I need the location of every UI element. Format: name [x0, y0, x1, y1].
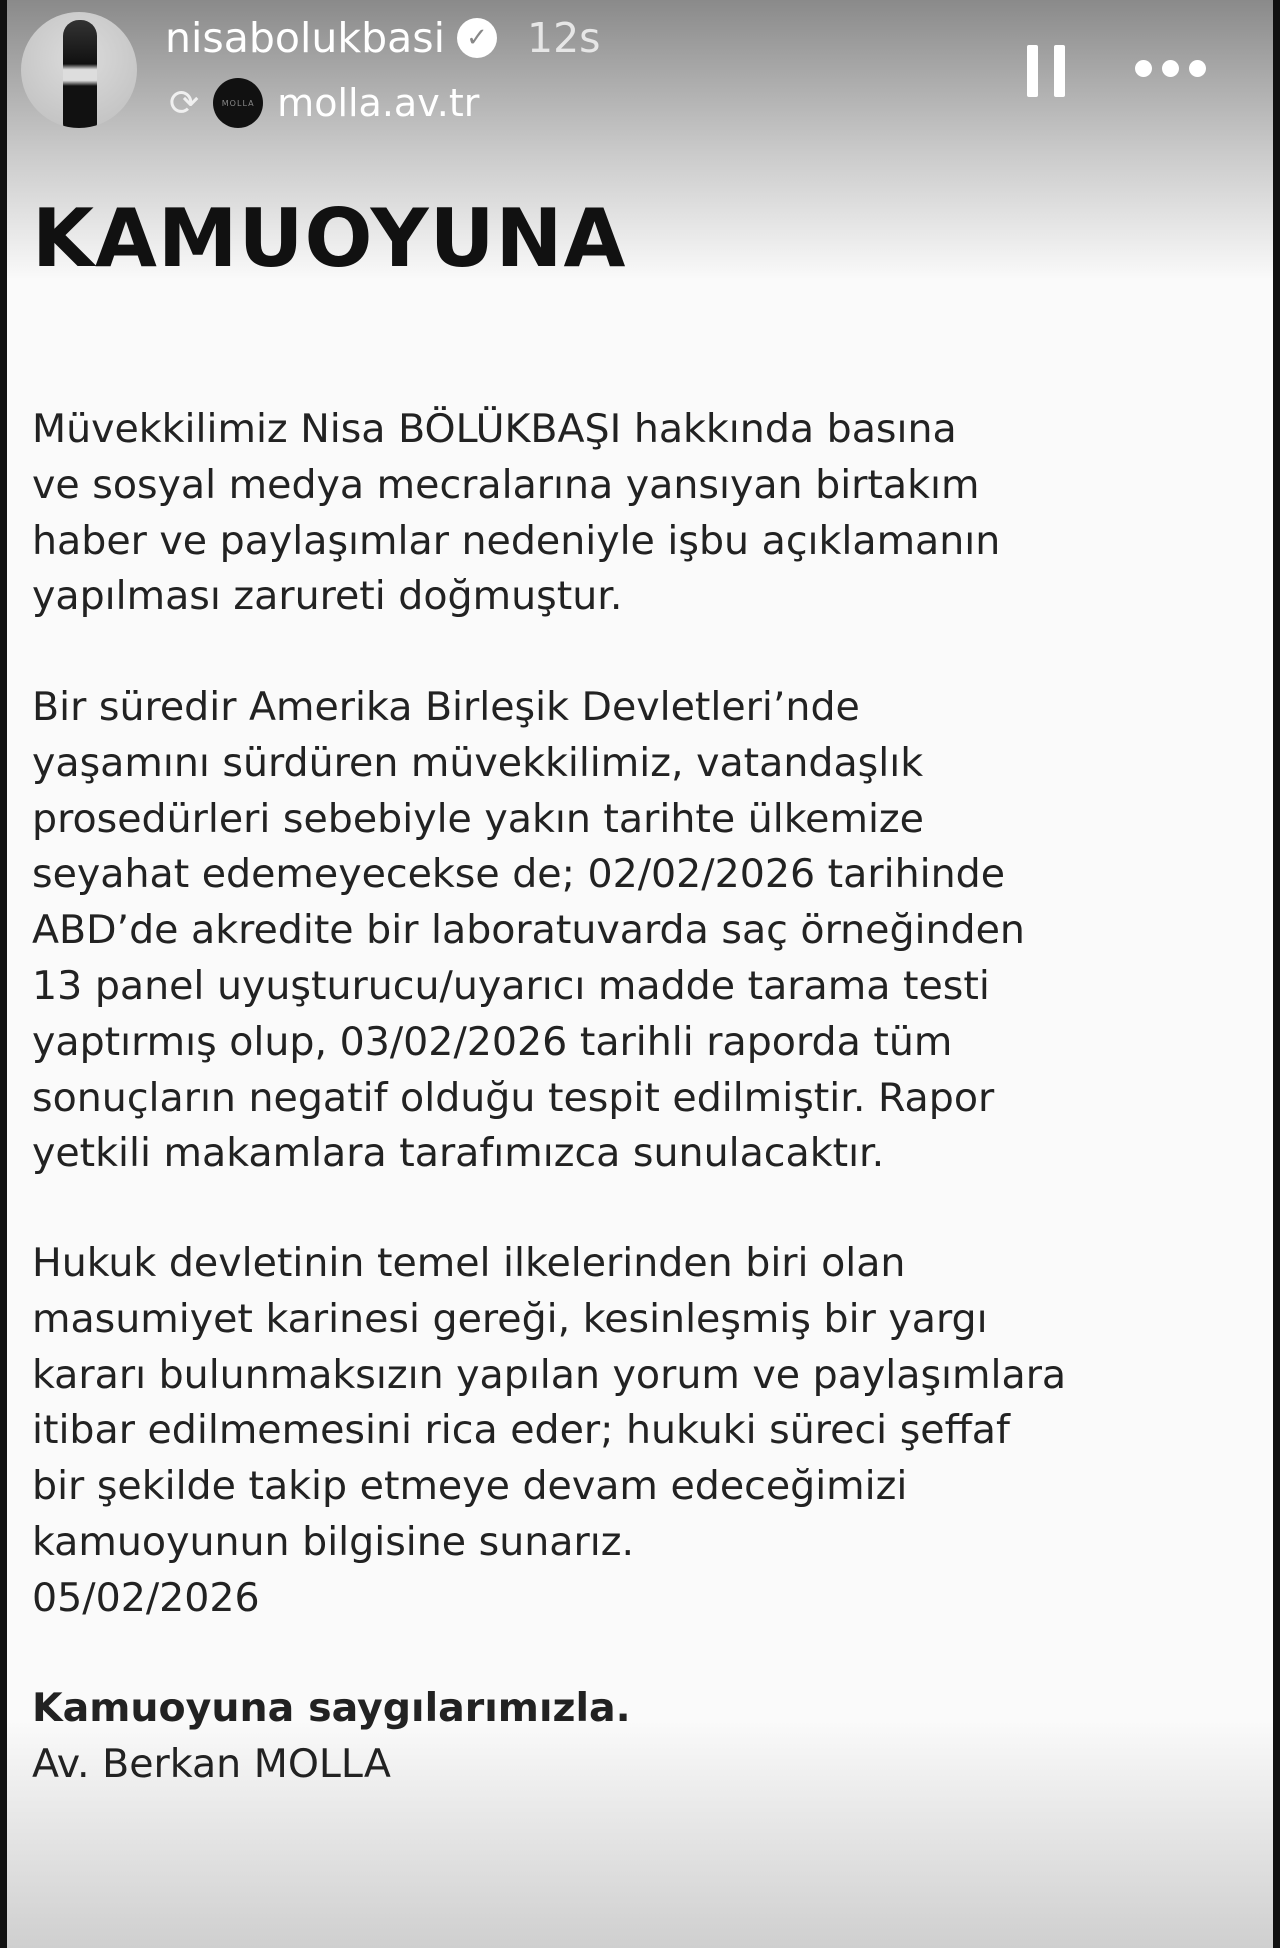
text-line: yetkili makamlara tarafımızca sunulacaktır. [32, 1130, 885, 1177]
pause-button[interactable] [1027, 45, 1065, 97]
text-line: 13 panel uyuşturucu/uyarıcı madde tarama testi [32, 962, 990, 1009]
more-icon-dot [1162, 60, 1179, 77]
more-options-button[interactable] [1135, 60, 1206, 77]
text-line: Hukuk devletinin temel ilkelerinden biri olan [32, 1240, 906, 1286]
text-line: seyahat edemeyecekse de; 02/02/2026 tarihinde [32, 851, 1005, 898]
text-line: kararı bulunmaksızın yapılan yorum ve paylaşımlara [32, 1351, 1067, 1398]
avatar-figure [63, 20, 97, 128]
story-header-user [165, 14, 601, 62]
pause-icon-bar [1027, 45, 1038, 97]
signature: Av. Berkan MOLLA [32, 1740, 391, 1787]
more-icon-dot [1135, 60, 1152, 77]
text-line: kamuoyunun bilgisine sunarız. [32, 1518, 635, 1565]
text-line: ABD’de akredite bir laboratuvarda saç örneğinden [32, 907, 1025, 954]
timestamp: 12s [527, 14, 601, 62]
document-title: KAMUOYUNA [32, 192, 627, 285]
text-line: Bir süredir Amerika Birleşik Devletleri’nde [32, 684, 860, 730]
text-line: haber ve paylaşımlar nedeniyle işbu açıklamanın [32, 517, 1001, 564]
story-viewer [7, 0, 1273, 1948]
text-line: itibar edilmemesini rica eder; hukuki süreci şeffaf [32, 1407, 1010, 1454]
text-line: yaptırmış olup, 03/02/2026 tarihli raporda tüm [32, 1018, 953, 1065]
text-line: masumiyet karinesi gereği, kesinleşmiş bir yargı [32, 1295, 988, 1342]
closing-block [32, 1681, 631, 1793]
closing-text: Kamuoyuna saygılarımızla. [32, 1685, 631, 1731]
more-icon-dot [1189, 60, 1206, 77]
text-line: yaşamını sürdüren müvekkilimiz, vatandaşlık [32, 739, 924, 786]
pause-icon-bar [1054, 45, 1065, 97]
text-line: 05/02/2026 [32, 1574, 260, 1621]
text-line: Müvekkilimiz Nisa BÖLÜKBAŞI hakkında basına [32, 406, 957, 452]
verified-icon: ✓ [457, 18, 497, 58]
text-line: yapılması zarureti doğmuştur. [32, 573, 623, 620]
shared-from-account[interactable]: molla.av.tr [277, 81, 480, 125]
text-line: sonuçların negatif olduğu tespit edilmiştir. Rapor [32, 1074, 995, 1121]
avatar[interactable] [21, 12, 137, 128]
text-line: bir şekilde takip etmeye devam edeceğimizi [32, 1463, 908, 1510]
paragraph-2 [32, 680, 1025, 1182]
username[interactable]: nisabolukbasi [165, 14, 445, 62]
paragraph-1 [32, 402, 1000, 625]
shared-from[interactable] [169, 78, 479, 128]
molla-logo-icon: MOLLA [213, 78, 263, 128]
text-line: prosedürleri sebebiyle yakın tarihte ülkemize [32, 795, 924, 842]
paragraph-3 [32, 1236, 1066, 1627]
text-line: ve sosyal medya mecralarına yansıyan birtakım [32, 461, 980, 508]
repost-icon: ⟳ [169, 82, 200, 124]
